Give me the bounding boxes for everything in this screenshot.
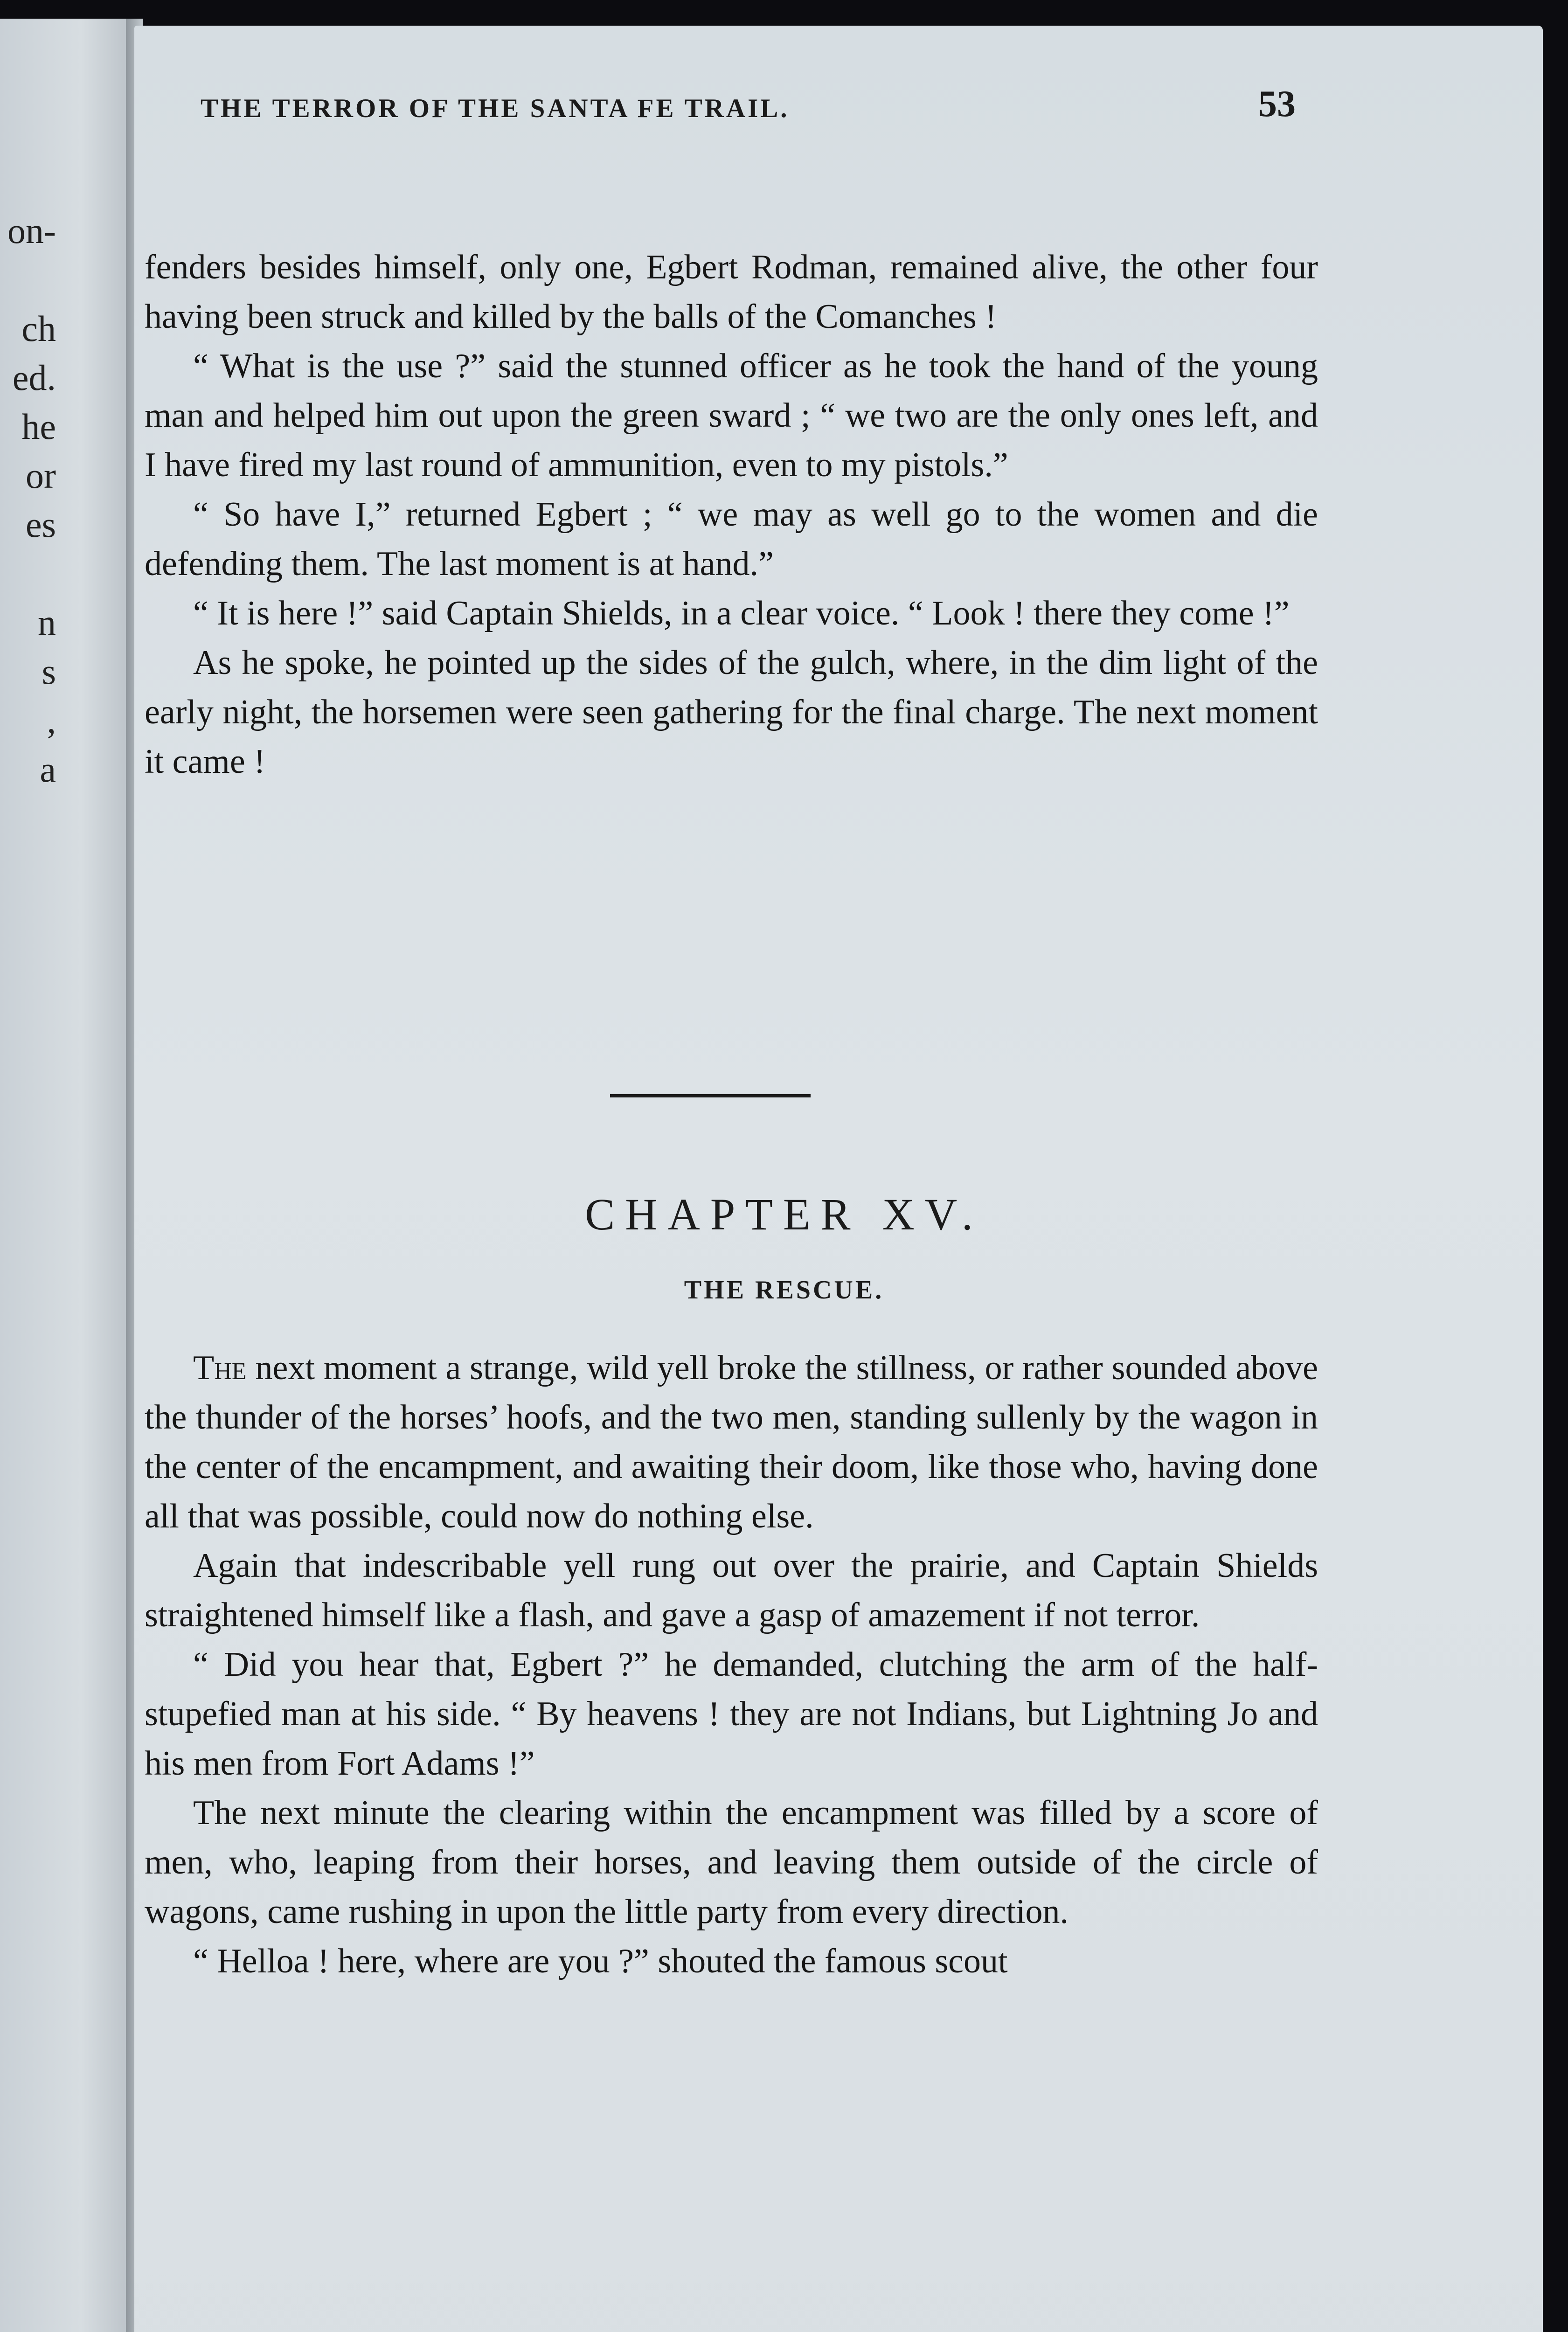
text-after-chapter xyxy=(145,1343,1318,1986)
paragraph: fenders besides himself, only one, Egbert Rodman, remained alive, the other four having been struck and killed by the balls of the Comanches ! xyxy=(145,248,1318,336)
left-page-edge xyxy=(0,19,135,2332)
left-page-fragment: es xyxy=(26,504,56,545)
paragraph: “ What is the use ?” said the stunned officer as he took the hand of the young man and helped him out upon the green sward ; “ we two are the only ones left, and I have fired my last round of ammunition, even to my pistols.” xyxy=(145,347,1318,484)
paragraph: As he spoke, he pointed up the sides of the gulch, where, in the dim light of the early night, the horsemen were seen gathering for the final charge. The next moment it came ! xyxy=(145,644,1318,781)
left-page-fragment: s xyxy=(42,651,56,692)
left-page-fragment: or xyxy=(26,455,56,496)
left-page-fragment: a xyxy=(40,749,56,790)
paragraph: “ Helloa ! here, where are you ?” shouted the famous scout xyxy=(193,1942,1008,1980)
page-number: 53 xyxy=(1258,83,1296,125)
paragraph: “ It is here !” said Captain Shields, in a clear voice. “ Look ! there they come !” xyxy=(193,594,1290,632)
left-page-fragment: ch xyxy=(21,308,56,349)
running-header-title: THE TERROR OF THE SANTA FE TRAIL. xyxy=(201,94,790,123)
paragraph-text: next moment a strange, wild yell broke the stillness, or rather sounded above the thunder of the horses’ hoofs, and the two men, standing sullenly by the wagon in the center of the encampment, and awaiting their doom, like those who, having done all that was possible, could now do nothing else. xyxy=(145,1349,1318,1535)
chapter-title: CHAPTER XV. xyxy=(585,1189,983,1239)
left-page-fragment: , xyxy=(47,700,56,741)
lead-word: The xyxy=(193,1349,247,1387)
paragraph xyxy=(145,1343,1318,1541)
paragraph: The next minute the clearing within the encampment was filled by a score of men, who, leaping from their horses, and leaving them outside of the circle of wagons, came rushing in upon the little party from every direction. xyxy=(145,1794,1318,1931)
paragraph: “ Did you hear that, Egbert ?” he demanded, clutching the arm of the half-stupefied man at his side. “ By heavens ! they are not Indians, but Lightning Jo and his men from Fort Adams !” xyxy=(145,1645,1318,1783)
text-before-chapter xyxy=(145,243,1318,786)
paragraph: Again that indescribable yell rung out over the prairie, and Captain Shields straightened himself like a flash, and gave a gasp of amazement if not terror. xyxy=(145,1547,1318,1634)
left-page-fragment: n xyxy=(38,602,56,643)
left-page-fragment: ed. xyxy=(12,357,56,398)
chapter-subtitle: THE RESCUE. xyxy=(684,1276,884,1305)
section-divider-rule xyxy=(610,1094,811,1097)
paragraph: “ So have I,” returned Egbert ; “ we may as well go to the women and die defending them. The last moment is at hand.” xyxy=(145,495,1318,583)
left-page-fragment: he xyxy=(21,406,56,447)
left-page-fragment: on- xyxy=(7,210,56,251)
